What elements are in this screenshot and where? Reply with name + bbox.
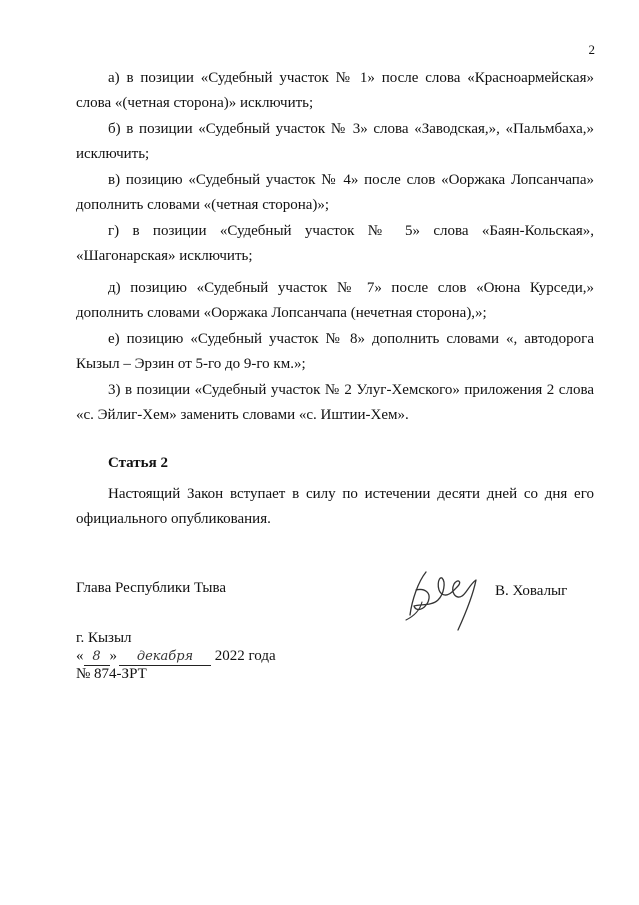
date-day: 8 <box>84 649 110 666</box>
amendment-e <box>76 327 594 377</box>
date-close-quote: » <box>109 648 117 664</box>
amendment-d-text: д) позицию «Судебный участок № 7» после слов «Оюна Курседи,» дополнить словами «Ооржака Лопсанчапа (нечетная сторона),»; <box>76 280 594 321</box>
date-open-quote: « <box>76 648 84 664</box>
amendment-v-text: в) позицию «Судебный участок № 4» после слов «Ооржака Лопсанчапа» дополнить словами «(четная сторона)»; <box>76 172 594 213</box>
amendment-b <box>76 117 594 167</box>
amendment-v <box>76 168 594 218</box>
amendment-d <box>76 276 594 326</box>
article-body <box>76 482 594 532</box>
article-title: Статья 2 <box>108 455 168 471</box>
date-month: декабря <box>119 649 211 666</box>
signer-position: Глава Республики Тыва <box>76 580 227 596</box>
amendment-a <box>76 66 594 116</box>
signer-name: В. Ховалыг <box>495 583 568 599</box>
handwritten-signature <box>398 560 498 635</box>
amendment-3-text: 3) в позиции «Судебный участок № 2 Улуг-Хемского» приложения 2 слова «с. Эйлиг-Хем» заменить словами «с. Иштии-Хем». <box>76 382 594 423</box>
amendment-b-text: б) в позиции «Судебный участок № 3» слова «Заводская,», «Пальмбаха,» исключить; <box>76 121 594 162</box>
date-year: 2022 года <box>214 648 276 664</box>
signing-date <box>76 648 276 666</box>
amendment-a-text: а) в позиции «Судебный участок № 1» после слова «Красноармейская» слова «(четная сторона)» исключить; <box>76 70 594 111</box>
amendment-3 <box>76 378 594 428</box>
law-number: № 874-ЗРТ <box>76 666 147 682</box>
place: г. Кызыл <box>76 630 132 646</box>
page-number: 2 <box>588 42 595 57</box>
amendment-g-text: г) в позиции «Судебный участок № 5» слова «Баян-Кольская», «Шагонарская» исключить; <box>76 223 594 264</box>
amendment-e-text: е) позицию «Судебный участок № 8» дополнить словами «, автодорога Кызыл – Эрзин от 5-го до 9-го км.»; <box>76 331 594 372</box>
article-text: Настоящий Закон вступает в силу по истечении десяти дней со дня его официального опубликования. <box>76 486 594 527</box>
amendment-g <box>76 219 594 269</box>
